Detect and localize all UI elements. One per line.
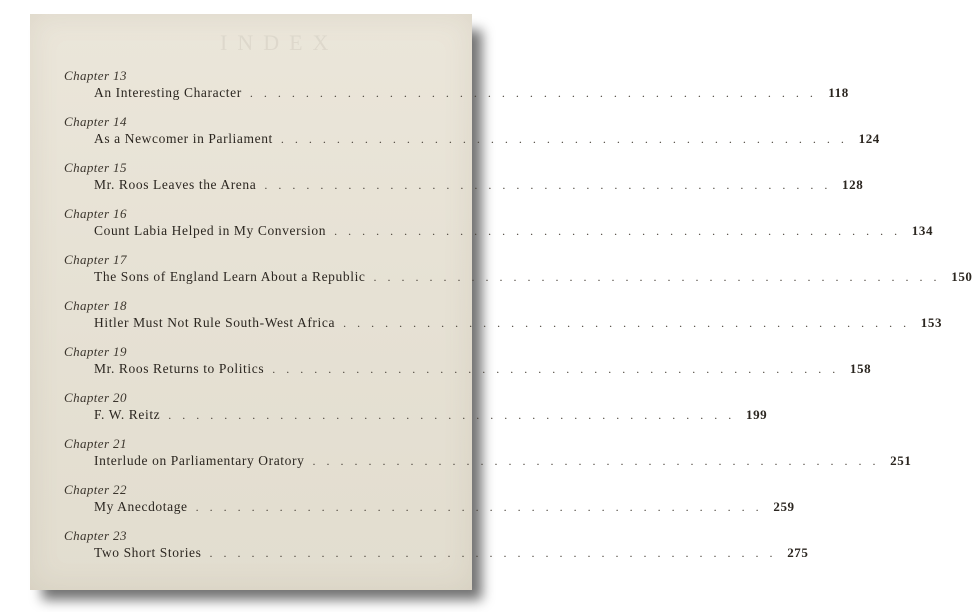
page-number: 118 <box>828 85 849 100</box>
chapter-title: Two Short Stories <box>94 545 202 560</box>
dot-leader: . . . . . . . . . . . . . . . . . . . . . . . . . . . . . . . . . . . . . . . . . <box>312 454 880 468</box>
entry-line <box>94 223 934 241</box>
toc-entry-19 <box>64 344 872 390</box>
dot-leader: . . . . . . . . . . . . . . . . . . . . . . . . . . . . . . . . . . . . . . . . . <box>209 546 777 560</box>
chapter-label: Chapter 22 <box>64 482 127 497</box>
chapter-title: Mr. Roos Leaves the Arena <box>94 177 257 192</box>
dot-leader: . . . . . . . . . . . . . . . . . . . . . . . . . . . . . . . . . . . . . . . . . <box>249 86 817 100</box>
dot-leader: . . . . . . . . . . . . . . . . . . . . . . . . . . . . . . . . . . . . . . . . . <box>343 316 911 330</box>
toc-entry-21 <box>64 436 912 482</box>
chapter-label: Chapter 21 <box>64 436 127 451</box>
chapter-label: Chapter 20 <box>64 390 127 405</box>
page-number: 251 <box>890 453 912 468</box>
entry-line <box>94 545 809 563</box>
dot-leader: . . . . . . . . . . . . . . . . . . . . . . . . . . . . . . . . . . . . . . . . . <box>195 500 763 514</box>
chapter-title: F. W. Reitz <box>94 407 161 422</box>
chapter-label: Chapter 23 <box>64 528 127 543</box>
toc-entry-15 <box>64 160 864 206</box>
chapter-title: The Sons of England Learn About a Republic <box>94 269 366 284</box>
page-number: 128 <box>842 177 864 192</box>
page-number: 134 <box>911 223 934 238</box>
dot-leader: . . . . . . . . . . . . . . . . . . . . . . . . . . . . . . . . . . . . . . . . . <box>272 362 840 376</box>
toc-entry-13 <box>64 68 849 114</box>
entry-line <box>94 453 912 471</box>
bleed-through-heading: INDEX <box>220 30 339 55</box>
chapter-label: Chapter 16 <box>64 206 127 221</box>
page-number: 158 <box>849 361 872 376</box>
toc-entry-17 <box>64 252 973 298</box>
book-page <box>30 14 973 590</box>
entry-line <box>94 361 872 379</box>
dot-leader: . . . . . . . . . . . . . . . . . . . . . . . . . . . . . . . . . . . . . . . . . <box>264 178 832 192</box>
chapter-label: Chapter 13 <box>64 68 127 83</box>
toc-entry-23 <box>64 528 809 574</box>
dot-leader: . . . . . . . . . . . . . . . . . . . . . . . . . . . . . . . . . . . . . . . . . <box>334 224 902 238</box>
dot-leader: . . . . . . . . . . . . . . . . . . . . . . . . . . . . . . . . . . . . . . . . . <box>168 408 736 422</box>
entry-line <box>94 407 768 425</box>
page-number: 275 <box>787 545 809 560</box>
chapter-title: Count Labia Helped in My Conversion <box>94 223 327 238</box>
chapter-title: As a Newcomer in Parliament <box>94 131 273 146</box>
chapter-label: Chapter 15 <box>64 160 127 175</box>
chapter-title: An Interesting Character <box>94 85 242 100</box>
page-number: 150 <box>951 269 973 284</box>
toc-entry-14 <box>64 114 880 160</box>
dot-leader: . . . . . . . . . . . . . . . . . . . . . . . . . . . . . . . . . . . . . . . . . <box>280 132 848 146</box>
chapter-label: Chapter 18 <box>64 298 127 313</box>
entry-line <box>94 315 943 333</box>
entry-line <box>94 85 849 103</box>
toc-entry-20 <box>64 390 768 436</box>
chapter-title: Interlude on Parliamentary Oratory <box>94 453 305 468</box>
page-number: 124 <box>858 131 880 146</box>
toc-entry-22 <box>64 482 795 528</box>
chapter-title: My Anecdotage <box>94 499 188 514</box>
toc-entry-18 <box>64 298 943 344</box>
page-number: 199 <box>745 407 768 422</box>
table-of-contents <box>64 68 973 574</box>
chapter-title: Mr. Roos Returns to Politics <box>94 361 265 376</box>
toc-entry-16 <box>64 206 934 252</box>
chapter-title: Hitler Must Not Rule South-West Africa <box>94 315 336 330</box>
dot-leader: . . . . . . . . . . . . . . . . . . . . . . . . . . . . . . . . . . . . . . . . . <box>373 270 941 284</box>
entry-line <box>94 131 880 149</box>
entry-line <box>94 499 795 517</box>
chapter-label: Chapter 14 <box>64 114 127 129</box>
entry-line <box>94 269 973 287</box>
entry-line <box>94 177 864 195</box>
page-number: 259 <box>773 499 795 514</box>
page-number: 153 <box>920 315 943 330</box>
chapter-label: Chapter 19 <box>64 344 127 359</box>
chapter-label: Chapter 17 <box>64 252 127 267</box>
